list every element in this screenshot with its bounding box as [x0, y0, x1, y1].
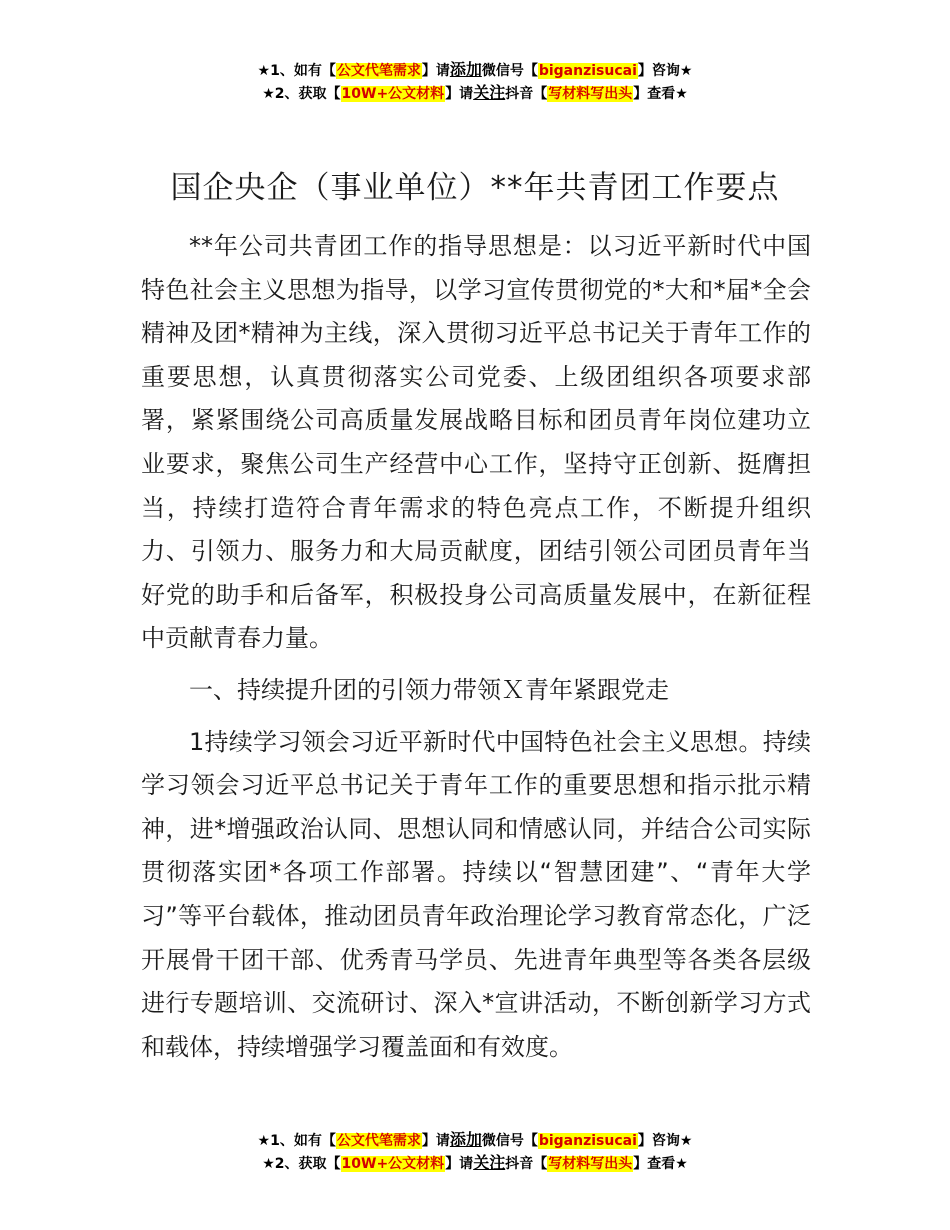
- highlight-materials: 10W+公文材料: [341, 86, 445, 102]
- banner-text: ★2、获取【: [262, 1156, 341, 1172]
- banner-text: 】请: [421, 1133, 450, 1149]
- paragraph-intro: **年公司共青团工作的指导思想是：以习近平新时代中国特色社会主义思想为指导，以学习宣传贯彻党的*大和*届*全会精神及团*精神为主线，深入贯彻习近平总书记关于青年工作的重要思想，认真贯彻落实公司党委、上级团组织各项要求部署，紧紧围绕公司高质量发展战略目标和团员青年岗位建功立业要求，聚焦公司生产经营中心工作，坚持守正创新、挺膺担当，持续打造符合青年需求的特色亮点工作，不断提升组织力、引领力、服务力和大局贡献度，团结引领公司团员青年当好党的助手和后备军，积极投身公司高质量发展中，在新征程中贡献青春力量。: [141, 232, 811, 653]
- paragraph-item-1: 1持续学习领会习近平新时代中国特色社会主义思想。持续学习领会习近平总书记关于青年工作的重要思想和指示批示精神，进*增强政治认同、思想认同和情感认同，并结合公司实际贯彻落实团*各项工作部署。持续以“智慧团建”、“青年大学习”等平台载体，推动团员青年政治理论学习教育常态化，广泛开展骨干团干部、优秀青马学员、先进青年典型等各类各层级进行专题培训、交流研讨、深入*宣讲活动，不断创新学习方式和载体，持续增强学习覆盖面和有效度。: [141, 727, 811, 1061]
- banner-text: ★2、获取【: [262, 86, 341, 102]
- banner-text: 】查看★: [633, 1156, 688, 1172]
- banner-text: ★1、如有【: [257, 63, 336, 79]
- banner-text: ★1、如有【: [257, 1133, 336, 1149]
- banner-emphasis: 添加: [449, 60, 482, 79]
- banner-text: 】请: [445, 1156, 474, 1172]
- header-banner: [0, 59, 950, 105]
- highlight-wechat-id: biganzisucai: [538, 63, 637, 79]
- banner-line-1: [0, 1129, 950, 1152]
- banner-text: 抖音【: [505, 1156, 548, 1172]
- highlight-douyin-id: 写材料写出头: [548, 1156, 633, 1172]
- section-heading-1: 一、持续提升团的引领力带领Ｘ青年紧跟党走: [189, 675, 669, 704]
- document-title: 国企央企（事业单位）**年共青团工作要点: [170, 170, 780, 206]
- banner-text: 抖音【: [505, 86, 548, 102]
- highlight-service: 公文代笔需求: [336, 1133, 421, 1149]
- banner-emphasis: 关注: [473, 83, 506, 102]
- banner-text: 】请: [421, 63, 450, 79]
- highlight-materials: 10W+公文材料: [341, 1156, 445, 1172]
- banner-text: 微信号【: [481, 1133, 538, 1149]
- highlight-douyin-id: 写材料写出头: [548, 86, 633, 102]
- banner-text: 微信号【: [481, 63, 538, 79]
- banner-line-1: [0, 59, 950, 82]
- banner-line-2: [0, 1152, 950, 1175]
- banner-text: 】咨询★: [637, 1133, 693, 1149]
- banner-emphasis: 添加: [449, 1130, 482, 1149]
- banner-emphasis: 关注: [473, 1153, 506, 1172]
- footer-banner: [0, 1129, 950, 1175]
- highlight-service: 公文代笔需求: [336, 63, 421, 79]
- banner-line-2: [0, 82, 950, 105]
- banner-text: 】请: [445, 86, 474, 102]
- highlight-wechat-id: biganzisucai: [538, 1133, 637, 1149]
- banner-text: 】查看★: [633, 86, 688, 102]
- banner-text: 】咨询★: [637, 63, 693, 79]
- document-body: [141, 225, 811, 1069]
